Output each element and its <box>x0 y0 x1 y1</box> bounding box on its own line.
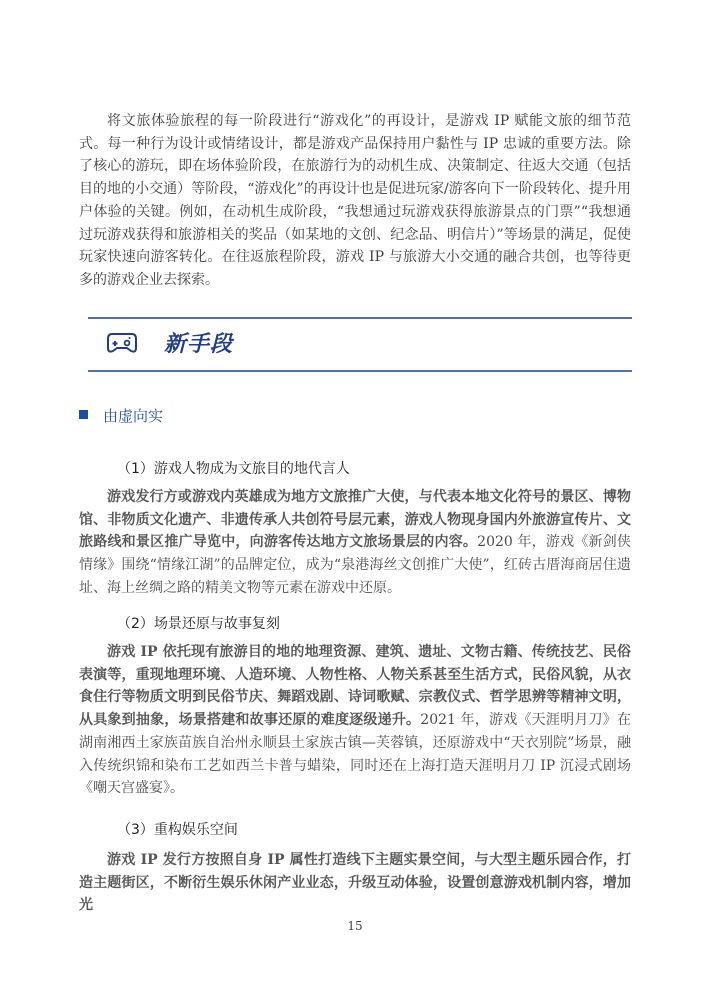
item-1-body-text: 2020 年，游戏《新剑侠情缘》围绕“情缘江湖”的品牌定位，成为“泉港海丝文创推广大使”，红砖古厝海商居住遗址、海上丝绸之路的精美文物等元素在游戏中还原。 <box>79 534 631 596</box>
gamepad-icon <box>106 329 138 357</box>
square-bullet-icon <box>79 410 88 419</box>
banner-title: 新手段 <box>164 332 234 357</box>
item-2-bold-text: 游戏 IP 依托现有旅游目的地的地理资源、建筑、遗址、文物古籍、传统技艺、民俗表演等，重现地理环境、人造环境、人物性格、人物关系甚至生活方式，民俗风貌，从衣食住行等物质文明到民俗节庆、舞蹈戏剧、诗词歌赋、宗教仪式、哲学思辨等精神文明，从具象到抽象，场景搭建和故事还原的难度逐级递升。 <box>79 644 631 729</box>
section-banner <box>88 317 632 373</box>
item-1-heading: （1）游戏人物成为文旅目的地代言人 <box>117 461 350 477</box>
intro-paragraph: 将文旅体验旅程的每一阶段进行“游戏化”的再设计，是游戏 IP 赋能文旅的细节范式。每一种行为设计或情绪设计，都是游戏产品保持用户黏性与 IP 忠诚的重要方法。除了核心的游玩，即在场体验阶段，在旅游行为的动机生成、决策制定、往返大交通（包括目的地的小交通）等阶段，“游戏化”的再设计也是促进玩家/游客向下一阶段转化、提升用户体验的关键。例如，在动机生成阶段，“我想通过玩游戏获得旅游景点的门票”“我想通过玩游戏获得和旅游相关的奖品（如某地的文创、纪念品、明信片）”等场景的满足，促使玩家快速向游客转化。在往返旅程阶段，游戏 IP 与旅游大小交通的融合共创，也等待更多的游戏企业去探索。 <box>79 113 631 288</box>
item-2-heading: （2）场景还原与故事复刻 <box>117 616 280 632</box>
section-heading-label: 由虚向实 <box>103 407 164 425</box>
item-3-bold-text: 游戏 IP 发行方按照自身 IP 属性打造线下主题实景空间，与大型主题乐园合作，打造主题街区，不断衍生娱乐休闲产业业态，升级互动体验，设置创意游戏机制内容，增加光 <box>79 852 631 914</box>
item-1-paragraph <box>79 486 631 600</box>
item-2-paragraph <box>79 641 631 800</box>
banner-bottom-rule <box>88 370 632 372</box>
item-3-heading: （3）重构娱乐空间 <box>117 822 238 838</box>
item-2-body-text: 2021 年，游戏《天涯明月刀》在湖南湘西土家族苗族自治州永顺县土家族古镇—芙蓉镇，还原游戏中“天衣别院”场景，融入传统织锦和染布工艺如西兰卡普与蜡染，同时还在上海打造天涯明月刀 IP 沉浸式剧场《嘲天宫盛宴》。 <box>79 712 631 797</box>
banner-top-rule <box>88 317 632 319</box>
item-3-paragraph <box>79 849 631 917</box>
item-1-bold-text: 游戏发行方或游戏内英雄成为地方文旅推广大使，与代表本地文化符号的景区、博物馆、非物质文化遗产、非遗传承人共创符号层元素，游戏人物现身国内外旅游宣传片、文旅路线和景区推广导览中，向游客传达地方文旅场景层的内容。 <box>79 489 631 551</box>
page-number: 15 <box>347 919 363 933</box>
